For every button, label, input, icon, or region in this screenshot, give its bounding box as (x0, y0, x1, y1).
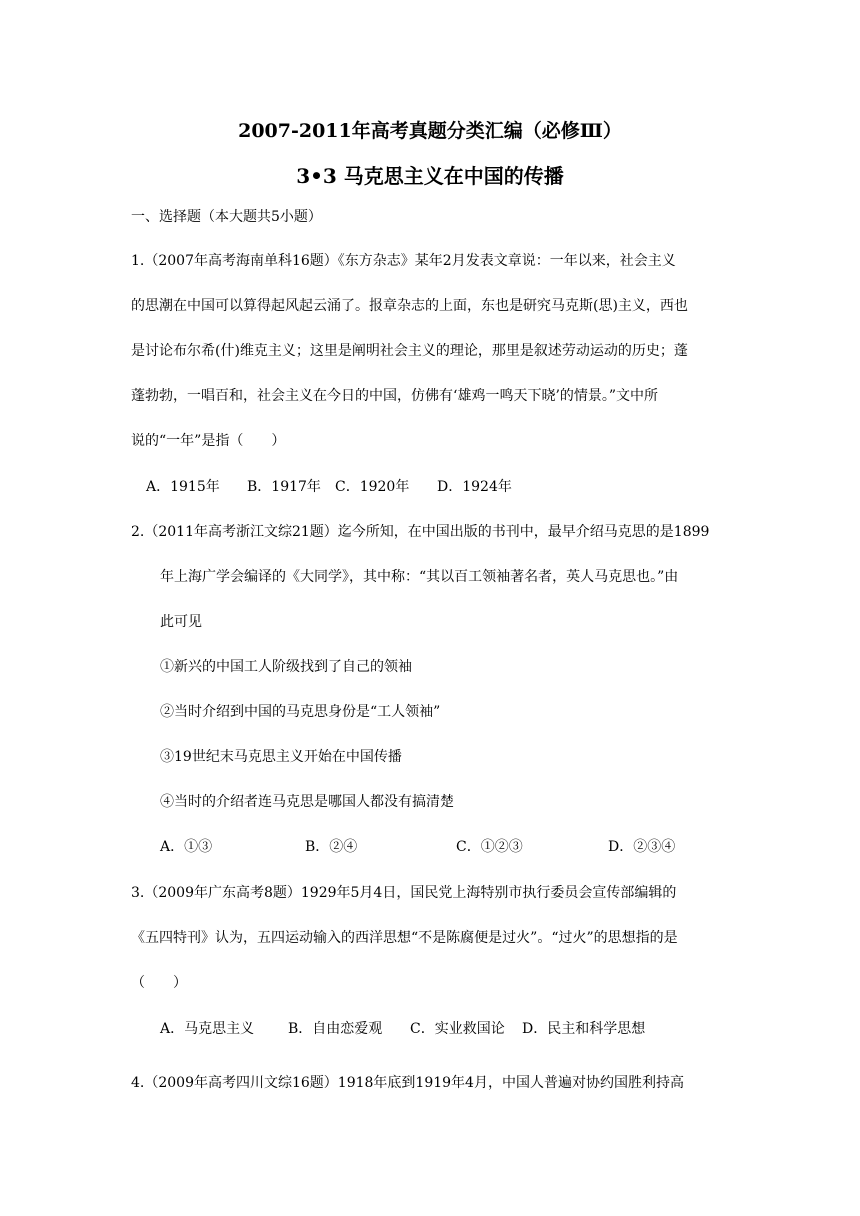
q3-options (160, 1019, 645, 1039)
q2-item: ①新兴的中国工人阶级找到了自己的领袖 (160, 659, 412, 675)
q3-option-a: A．马克思主义 (160, 1021, 255, 1037)
q2-option-a: A．①③ (160, 839, 213, 855)
q2-option-c: C．①②③ (456, 839, 523, 855)
q1-option-d: D．1924年 (437, 479, 512, 495)
q2-line: 年上海广学会编译的《大同学》，其中称：“其以百工领袖著名者，英人马克思也。”由 (160, 569, 679, 585)
q1-line: 1.（2007年高考海南单科16题）《东方杂志》某年2月发表文章说：一年以来，社会主义 (131, 253, 676, 269)
q1-option-c: C．1920年 (335, 479, 410, 495)
q2-options (160, 837, 675, 857)
q3-line: （ ） (131, 975, 187, 991)
q2-item: ②当时介绍到中国的马克思身份是“工人领袖” (160, 704, 441, 720)
q3-option-d: D．民主和科学思想 (522, 1021, 646, 1037)
q1-options (146, 477, 512, 497)
q2-item: ③19世纪末马克思主义开始在中国传播 (160, 749, 402, 765)
q1-line: 的思潮在中国可以算得起风起云涌了。报章杂志的上面，东也是研究马克斯(思)主义，西也 (131, 298, 688, 314)
q1-line: 说的“一年”是指（ ） (131, 433, 286, 449)
q2-item: ④当时的介绍者连马克思是哪国人都没有搞清楚 (160, 794, 454, 810)
page-subtitle: 3•3 马克思主义在中国的传播 (296, 164, 564, 188)
q4-line: 4.（2009年高考四川文综16题）1918年底到1919年4月，中国人普遍对协约国胜利持高 (131, 1075, 684, 1091)
q3-line: 《五四特刊》认为，五四运动输入的西洋思想“不是陈腐便是过火”。“过火”的思想指的是 (131, 930, 678, 946)
q1-line: 是讨论布尔希(什)维克主义；这里是阐明社会主义的理论，那里是叙述劳动运动的历史；蓬 (131, 343, 688, 359)
q3-option-c: C．实业救国论 (410, 1021, 505, 1037)
q3-line: 3.（2009年广东高考8题）1929年5月4日，国民党上海特别市执行委员会宣传部编辑的 (131, 885, 677, 901)
q2-line: 2.（2011年高考浙江文综21题）迄今所知，在中国出版的书刊中，最早介绍马克思的是1899 (131, 524, 710, 540)
q3-option-b: B．自由恋爱观 (288, 1021, 383, 1037)
q2-line: 此可见 (160, 614, 202, 630)
q1-option-b: B．1917年 (247, 479, 321, 495)
q1-line: 蓬勃勃，一唱百和，社会主义在今日的中国，仿佛有‘雄鸡一鸣天下晓’的情景。”文中所 (131, 388, 659, 404)
page-title: 2007-2011年高考真题分类汇编（必修Ⅲ） (238, 120, 622, 142)
q2-option-d: D．②③④ (608, 839, 676, 855)
q2-option-b: B．②④ (305, 839, 358, 855)
section-heading: 一、选择题（本大题共5小题） (131, 209, 322, 225)
q1-option-a: A．1915年 (146, 479, 220, 495)
